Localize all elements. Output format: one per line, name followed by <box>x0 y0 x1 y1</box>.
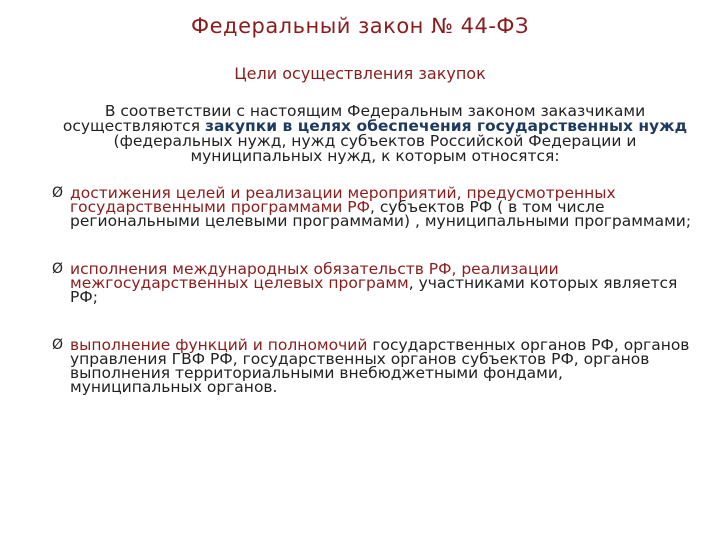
bullet-highlight: выполнение функций и полномочий <box>70 336 368 354</box>
list-item <box>52 338 692 394</box>
bullet-text: государственных органов РФ, органов управления ГВФ РФ, государственных органов субъектов РФ, органов выполнения территориальными внебюджетными фондами, муниципальных органов. <box>70 336 690 396</box>
goals-list <box>52 186 692 428</box>
arrow-bullet-icon: Ø <box>52 337 64 353</box>
arrow-bullet-icon: Ø <box>52 185 64 201</box>
slide-title: Федеральный закон № 44-ФЗ <box>191 14 529 38</box>
bullet-highlight: достижения целей и реализации мероприятий, предусмотренных государственными программами РФ <box>70 184 616 216</box>
list-item <box>52 262 692 304</box>
intro-text-2: (федеральных нужд, нужд субъектов Российской Федерации и муниципальных нужд, к которым относятся: <box>113 132 637 165</box>
intro-text-1: В соответствии с настоящим Федеральным законом заказчиками осуществляются <box>62 102 646 135</box>
list-item <box>52 186 692 228</box>
intro-bold-text: закупки в целях обеспечения государственных нужд <box>204 117 688 135</box>
bullet-text: , субъектов РФ ( в том числе региональными целевыми программами) , муниципальными программами; <box>70 198 692 230</box>
bullet-text: , участниками которых является РФ; <box>70 274 678 306</box>
bullet-highlight: исполнения международных обязательств РФ, реализации межгосударственных целевых программ <box>70 260 559 292</box>
arrow-bullet-icon: Ø <box>52 261 64 277</box>
intro-paragraph <box>60 104 690 164</box>
slide-subtitle: Цели осуществления закупок <box>234 64 486 83</box>
